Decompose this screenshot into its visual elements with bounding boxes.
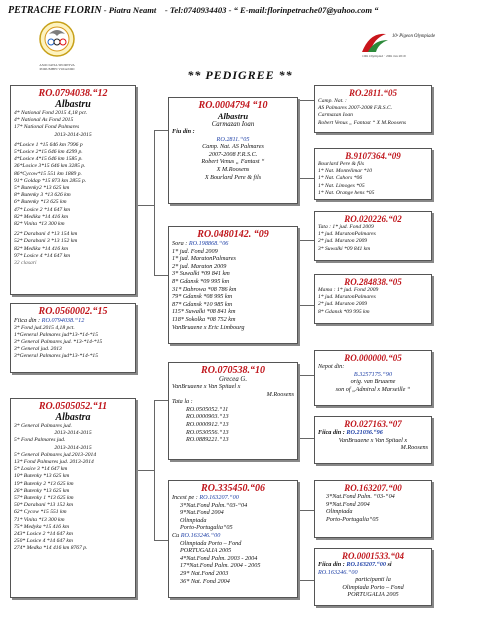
sire-father-card[interactable]	[168, 97, 298, 204]
dam-father-ring: RO.070538.“10	[201, 365, 265, 376]
sire-father-fiu-label: Fiu din :	[172, 128, 195, 135]
gp5-ring: RO.000000.“05	[344, 353, 402, 363]
sire-mother-ring: RO.0480142. “09	[197, 229, 269, 240]
result-line: M.Roosens	[400, 444, 428, 452]
gp6-card[interactable]	[314, 416, 432, 464]
connector	[298, 240, 314, 241]
sire-sibling-results	[14, 325, 132, 361]
result-line: 5* Losice 3 *14 647 km	[14, 466, 68, 473]
result-line: 91* Goldap *15 873 km 2855 p.	[14, 177, 87, 184]
result-line: 29* Nat.Fond 2003	[180, 569, 229, 577]
result-line: 8* Gdansk *09 995 km	[318, 308, 370, 315]
gp3-results	[318, 224, 428, 253]
sire-results	[14, 110, 132, 267]
result-line: 2013-2014-2015	[54, 444, 92, 451]
result-line: AS Palmares 2007-2008 F.R.S.C.	[318, 105, 393, 112]
result-line: 1* jud. MaratonPalmares	[318, 231, 376, 238]
result-line: 4* National As Fond 2015	[14, 117, 74, 124]
result-line: RO.0000903.“13	[186, 413, 229, 421]
sire-father-ring: RO.0004794 “10	[198, 100, 268, 111]
result-line: 1* Nat. Montelimar *10	[318, 168, 373, 175]
result-line: Robert Venus „ Fantast “	[201, 158, 265, 166]
result-line: X Bourlard Pere & fils	[204, 173, 262, 181]
connector	[298, 580, 314, 581]
result-line: RO.0505052.“11	[186, 405, 229, 413]
result-line: 26* Butenky *13 625 km	[14, 487, 70, 494]
result-line: son of „Admiral x Marseille “	[335, 385, 411, 393]
breeder-location: - Piatra Neamt	[103, 5, 157, 15]
result-line: 9*Nat.Fond 2004	[326, 500, 370, 508]
gp8-ring: RO.0001533.“04	[341, 551, 404, 561]
result-line: Olimpiada	[326, 508, 353, 516]
result-line: Porto-Portugalia“05	[180, 524, 233, 532]
gp5-card[interactable]	[314, 350, 432, 406]
result-line: VanBruaene x Eric Limbourg	[172, 323, 245, 331]
result-line: Porto-Portugalia“05	[326, 515, 379, 523]
result-line: 8* Butenky 3 *13 626 km	[14, 192, 71, 199]
result-line: 79* Gdansk *08 995 km	[172, 293, 233, 301]
result-line: 32 clasari	[14, 260, 37, 267]
gp3-ring: RO.020226.“02	[344, 214, 402, 224]
result-line: Bourlard Pere & fils	[318, 161, 365, 167]
club-logo-caption: ASOCIATIA SPORTIVA PORUMBEI VOIAJORI	[39, 63, 75, 71]
result-line: Olimpiada Porto – Fond	[342, 583, 404, 591]
olympiad-logo-caption: 10th Olympiad · 20th Jan 2019	[362, 54, 406, 58]
gp6-results	[318, 437, 428, 452]
connector	[298, 375, 314, 376]
result-line: 1* jud. MaratonPalmares	[172, 255, 236, 263]
dam-father-card[interactable]	[168, 362, 298, 460]
result-line: Carmazan Ioan	[318, 112, 353, 119]
result-line: 47* Losice 2 *14 647 km	[14, 206, 71, 213]
result-line: 57* Butenky 1 *13 625 km	[14, 495, 74, 502]
result-line: 19* Butenky 2 *13 625 km	[14, 480, 74, 487]
sire-sibling-ring: RO.0560002.“15	[38, 306, 108, 317]
result-line: 86*Cycow*15 551 km 1889 p.	[14, 170, 82, 177]
result-line: PORTUGALIA 2005	[347, 591, 399, 599]
sire-father-owner: Carmazan Ioan	[211, 121, 255, 128]
olympiad-logo-text: 10ᵉ Pigeon Olympiade	[392, 34, 436, 39]
gp5-results	[318, 378, 428, 393]
result-line: orig. van Bruaene	[350, 378, 396, 386]
result-line: 6* Butenky *13 625 km	[14, 199, 67, 206]
result-line: 17*Nat.Fond Palm. 2004 - 2005	[180, 562, 261, 570]
result-line: 118* Sokolka *08 752 km	[172, 315, 236, 323]
result-line: 31* Dabrowa *08 786 km	[172, 285, 237, 293]
dam-mother-ring: RO.335450.“06	[201, 483, 265, 494]
gp1-results	[318, 98, 428, 127]
breeder-name: PETRACHE FLORIN	[8, 5, 102, 16]
result-line: 50* Darabani *13 152 km	[14, 502, 74, 509]
result-line: 2* jud. Maraton 2009	[318, 301, 368, 308]
gp5-nepot-label: Nepot din:	[318, 363, 345, 370]
result-line: 2007-2008 F.R.S.C.	[208, 150, 258, 158]
result-line: Olimpiada	[180, 516, 207, 524]
result-line: VanBruaene x Van Spitael x	[172, 383, 241, 390]
result-line: 8* Gdansk *09 995 km	[172, 277, 230, 285]
result-line: 75* Medyka *15 416 km	[14, 523, 69, 530]
result-line: 2013-2014-2015	[54, 430, 92, 437]
gp8-results	[318, 576, 428, 599]
olympiad-logo-icon	[360, 30, 390, 54]
gp8-second-ring: RO.163246.“00	[318, 568, 358, 576]
connector	[298, 438, 314, 439]
club-logo-icon	[36, 20, 78, 58]
result-line: Robert Venus „ Fantast “ X M.Roosens	[318, 119, 407, 126]
result-line: 52* Darabani 3 *13 152 km	[14, 238, 78, 245]
connector	[154, 400, 155, 540]
connector	[136, 470, 154, 471]
connector	[154, 130, 155, 275]
result-line: RO.0000912.“13	[186, 420, 229, 428]
sire-father-results	[172, 143, 294, 181]
result-line: 3* Suwalki *09 841 km	[172, 270, 230, 278]
header-line	[8, 5, 478, 16]
result-line: 97* Losice 4 *14 647 km	[14, 252, 71, 259]
result-line: 82* Medika *14 416 km	[14, 245, 69, 252]
gp2-card[interactable]	[314, 148, 432, 200]
result-line: 3* General Palmares jud. *13-*14-*15	[14, 339, 103, 345]
result-line: 10* Butenky *13 625 km	[14, 473, 70, 480]
result-line: 274* Medka *14 416 km 8767 p.	[14, 545, 88, 552]
result-line: 36* Nat. Fond 2004	[180, 577, 230, 585]
result-line: 22* Darabani 4 *13 154 km	[14, 231, 78, 238]
gp6-ring: RO.027163.“07	[344, 419, 402, 429]
gp4-results	[318, 287, 428, 316]
result-line: 1* Nat. Limoges *05	[318, 182, 365, 189]
gp7-ring: RO.163207.“00	[344, 483, 402, 493]
connector	[298, 100, 314, 101]
sire-sibling-card[interactable]	[10, 303, 136, 373]
breeder-email: - “ E-mail:florinpetrache07@yahoo.com “	[228, 5, 379, 15]
gp8-si: si	[387, 561, 392, 568]
gp6-fiica-label: Fiica din :	[318, 429, 345, 436]
sire-sibling-fiica-label: Fiica din :	[14, 317, 41, 324]
result-line: 3*General Palmares jud*13-*14-*15	[14, 353, 98, 360]
result-line: 1*General Palmares jud*13-*14-*15	[14, 331, 98, 338]
result-line: 1* Nat. Orange hens *05	[318, 189, 375, 196]
result-line: 5*Losice 2*15 646 km 4299 p.	[14, 149, 83, 156]
result-line: X M.Roosens	[216, 165, 250, 173]
gp8-card[interactable]	[314, 548, 432, 606]
result-line: 87* Gdansk *10 985 km	[172, 300, 233, 308]
sire-mother-card[interactable]	[168, 226, 298, 344]
sire-ring: RO.0794038.“12	[38, 88, 108, 99]
result-line: 9*Nat.Fond 2004	[180, 509, 224, 517]
result-line: 1* jud. MaratonPalmares	[318, 294, 376, 301]
gp1-card[interactable]	[314, 85, 432, 133]
result-line: 1* Nat. Cahors *06	[318, 175, 363, 182]
gp8-fiica-ring: RO.163207.“00	[346, 561, 386, 568]
result-line: 3* Fond jud.2015 4,18 pct.	[14, 324, 75, 331]
result-line: VanBruaene x Van Spitael x	[338, 436, 408, 444]
result-line: 3* General Palmares jud.	[14, 423, 72, 429]
connector	[298, 305, 314, 306]
dam-mother-cu-ring: RO.163246.“00	[180, 531, 221, 539]
result-line: 36*Losice 3*15 646 km 3285 p.	[14, 163, 86, 170]
gp2-results	[318, 161, 428, 197]
gp4-card[interactable]	[314, 274, 432, 324]
gp2-ring: B.9107364.“09	[345, 151, 401, 161]
club-logo	[36, 20, 78, 71]
result-line: 82* Vinita *13 300 km	[14, 221, 65, 228]
result-line: 5* Fond Palmares jud.	[14, 437, 66, 444]
result-line: Olimpiada Porto – Fond	[180, 539, 242, 547]
connector	[154, 130, 168, 131]
dam-mother-results	[172, 502, 294, 532]
page-title: ** PEDIGREE **	[187, 68, 293, 82]
result-line: 5* General Palmares jud.2013-2014	[14, 451, 97, 458]
result-line: Camp. Nat. :	[318, 98, 347, 104]
dam-father-notes	[172, 383, 294, 398]
result-line: 3* General jud. 2013	[14, 346, 62, 353]
connector	[136, 205, 154, 206]
result-line: Mama : 1* jud. Fond 2009	[318, 287, 379, 293]
result-line: 62* Cycow *15 551 km	[14, 509, 67, 516]
sire-sibling-fiica-ring: RO.0794038.“12	[41, 317, 85, 324]
gp8-fiica-label: Fiica din :	[318, 561, 345, 568]
result-line: Camp. Nat. AS Palmares	[202, 143, 264, 151]
result-line: Tata : 1* jud. Fond 2009	[318, 224, 374, 230]
dam-mother-cu-label: Cu	[172, 531, 180, 539]
result-line: 243* Losice 2 *14 647 km	[14, 531, 73, 538]
result-line: 82* Medika *14 416 km	[14, 213, 69, 220]
result-line: 4*Losice 1 *15 646 km 7996 p	[14, 141, 83, 148]
connector	[154, 275, 168, 276]
sire-mother-results	[172, 248, 294, 332]
result-line: 1* jud. Fond 2009	[172, 247, 218, 255]
result-line: 250* Losice 4 *14 647 km	[14, 538, 73, 545]
result-line: 4* National Fond 2015 4,18 pct.	[14, 110, 88, 116]
result-line: 115* Suwalki *08 841 km	[172, 308, 236, 316]
result-line: 3*Nat.Fond Palm. “03-“04	[326, 493, 395, 500]
result-line: M.Roosens	[266, 390, 294, 398]
result-line: 5* Butenky2 *13 625 km	[14, 185, 70, 192]
sire-mother-sora-ring: RO.198868.“06	[188, 240, 229, 247]
result-line: 2013-2014-2015	[54, 131, 92, 138]
sire-father-fiu-ring: RO.2811.“05	[216, 135, 250, 143]
sire-card[interactable]	[10, 85, 136, 295]
gp5-nepot-ring: B.3257175.“90	[353, 370, 393, 378]
connector	[154, 400, 168, 401]
connector	[154, 540, 168, 541]
connector	[298, 178, 314, 179]
result-line: 71* Vinita *13 300 km	[14, 516, 65, 523]
gp7-results	[318, 493, 428, 523]
result-line: 3* Suwalki *09 841 km	[318, 245, 371, 252]
result-line: 17* National Fond Palmares	[14, 124, 80, 131]
sire-father-name: Albastru	[217, 111, 249, 121]
result-line: 4*Nat.Fond Palm. 2003 - 2004	[180, 554, 258, 562]
result-line: 2* jud. Maraton 2009	[172, 262, 227, 270]
gp6-fiica-ring: RO.21036.“96	[346, 429, 383, 436]
gp1-ring: RO.2811.“05	[348, 88, 397, 98]
dam-father-name: Grecea G.	[218, 376, 248, 383]
gp4-ring: RO.284838.“05	[344, 277, 402, 287]
dam-ring: RO.0505052.“11	[38, 401, 108, 412]
dam-card[interactable]	[10, 398, 136, 598]
result-line: participanti la	[355, 576, 391, 584]
connector	[298, 510, 314, 511]
dam-results	[14, 423, 132, 553]
dam-mother-incest-label: Incest pe :	[172, 494, 198, 501]
dam-mother-incest-ring: RO.163207.“00	[199, 494, 239, 501]
result-line: 13* Fond Palmares jud. 2013-2014	[14, 459, 94, 466]
result-line: PORTUGALIA 2005	[180, 547, 232, 555]
gp3-card[interactable]	[314, 211, 432, 261]
olympiad-logo	[360, 30, 438, 60]
gp7-card[interactable]	[314, 480, 432, 538]
result-line: 2* jud. Maraton 2009	[318, 238, 368, 245]
result-line: RO.0530556.“13	[186, 428, 229, 436]
result-line: 3*Nat.Fond Palm.“03-“04	[180, 501, 248, 509]
result-line: 4*Losice 4*15 646 km 1585 p.	[14, 156, 83, 163]
dam-father-children	[172, 406, 294, 444]
breeder-phone: - Tel:0740934403	[164, 5, 227, 15]
dam-name: Albastra	[55, 412, 91, 423]
dam-mother-results-2	[172, 540, 294, 586]
sire-mother-sora-label: Sora :	[172, 240, 188, 247]
sire-name: Albastru	[55, 99, 91, 110]
dam-father-tata-label: Tata la :	[172, 398, 193, 406]
result-line: RO.0889221.“13	[186, 436, 229, 444]
dam-mother-card[interactable]	[168, 480, 298, 598]
